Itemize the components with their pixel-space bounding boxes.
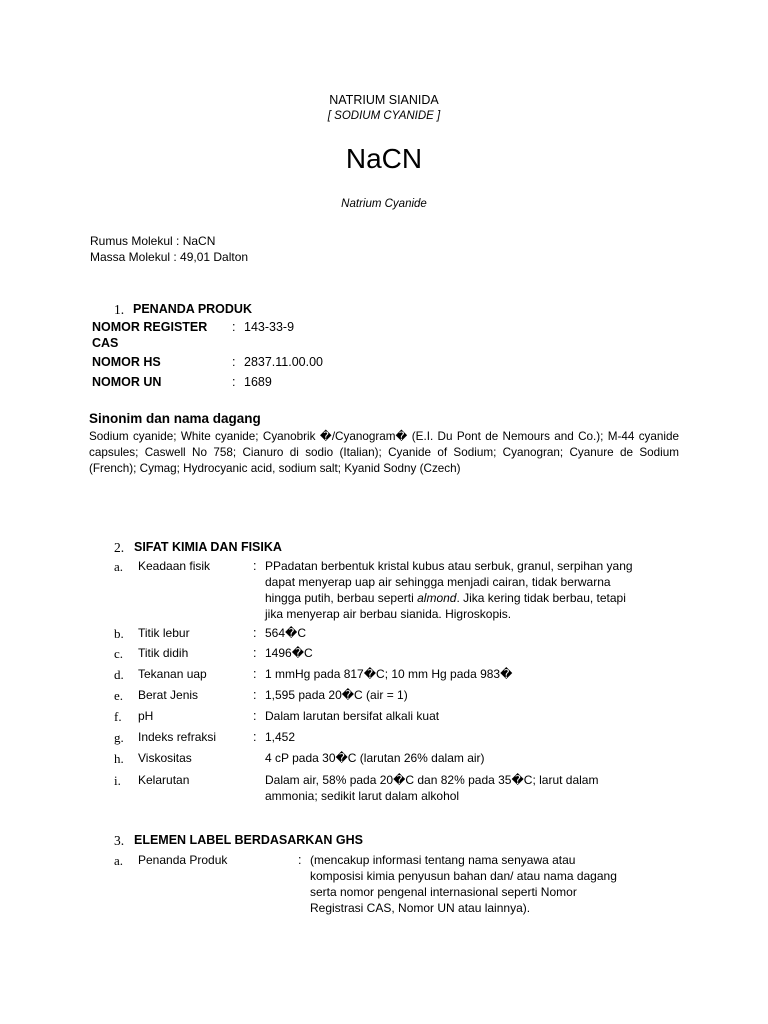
section2-row-letter: h. — [114, 751, 124, 766]
section3-heading: ELEMEN LABEL BERDASARKAN GHS — [134, 833, 363, 847]
section2-row-value: 564�C — [265, 626, 306, 640]
section2-row-label: Berat Jenis — [138, 688, 199, 702]
section2-row-colon: : — [253, 688, 257, 702]
section2-row-colon: : — [253, 559, 257, 573]
section1-number: 1. — [114, 302, 125, 317]
section2-row-letter: g. — [114, 730, 124, 745]
molecular-mass-line: Massa Molekul : 49,01 Dalton — [90, 250, 249, 264]
section2-row-value: 1496�C — [265, 646, 313, 660]
section2-row-label: Indeks refraksi — [138, 730, 217, 744]
section3-row-colon: : — [298, 853, 302, 867]
section2-row-value-line: dapat menyerap uap air sehingga menjadi cairan, tidak berwarna — [265, 575, 611, 589]
section1-row-label: CAS — [92, 336, 119, 350]
section2-row-letter: b. — [114, 626, 124, 641]
section2-row-letter: i. — [114, 773, 121, 788]
section2-row-value-line: ammonia; sedikit larut dalam alkohol — [265, 789, 460, 803]
section2-row-letter: f. — [114, 709, 122, 724]
section1-row-label: NOMOR REGISTER — [92, 320, 208, 334]
section2-row-value: Dalam larutan bersifat alkali kuat — [265, 709, 440, 723]
section2-row-label: Titik didih — [138, 646, 189, 660]
section2-row-value-line: Dalam air, 58% pada 20�C dan 82% pada 35�C; larut dalam — [265, 773, 599, 787]
section1-heading: PENANDA PRODUK — [133, 302, 252, 316]
section1-row-label: NOMOR UN — [92, 375, 162, 389]
section3-row-letter: a. — [114, 853, 124, 868]
section2-row-letter: d. — [114, 667, 124, 682]
section2-number: 2. — [114, 540, 125, 555]
section3-row-value-line: komposisi kimia penyusun bahan dan/ atau nama dagang — [310, 869, 617, 883]
section2-row-colon: : — [253, 626, 257, 640]
section2-row-value: 4 cP pada 30�C (larutan 26% dalam air) — [265, 751, 485, 765]
section2-row-label: Titik lebur — [138, 626, 190, 640]
section1-row-value: 143-33-9 — [244, 320, 295, 334]
section2-row-colon: : — [253, 667, 257, 681]
section1-row-colon: : — [232, 355, 236, 369]
section3-number: 3. — [114, 833, 125, 848]
section2-row-label: Tekanan uap — [138, 667, 207, 681]
chemical-formula: NaCN — [345, 143, 423, 174]
document-title: NATRIUM SIANIDA — [329, 93, 439, 107]
section1-row-label: NOMOR HS — [92, 355, 161, 369]
section1-row-colon: : — [232, 320, 236, 334]
section2-row-value: 1,595 pada 20�C (air = 1) — [265, 688, 408, 702]
synonyms-text: Sodium cyanide; White cyanide; Cyanobrik �/Cyanogram� (E.I. Du Pont de Nemours and Co.); M-44 cyanide capsules; Caswell No 758; Cianuro di sodio (Italian); Cyanide of Sodium; Cyanogran; Cyanure de Sodium (French); Cymag; Hydrocyanic acid, sodium salt; Kyanid Sodny (Czech) — [89, 430, 679, 475]
section3-row-label: Penanda Produk — [138, 853, 228, 867]
section3-row-value-line: serta nomor pengenal internasional seperti Nomor — [310, 885, 577, 899]
section2-row-letter: e. — [114, 688, 124, 703]
formula-name: Natrium Cyanide — [341, 198, 427, 210]
molecular-formula-line: Rumus Molekul : NaCN — [90, 234, 216, 248]
document-subtitle: [ SODIUM CYANIDE ] — [327, 110, 441, 122]
section1-row-value: 1689 — [244, 375, 272, 389]
section3-row-value-line: (mencakup informasi tentang nama senyawa atau — [310, 853, 576, 867]
section3-row-value-line: Registrasi CAS, Nomor UN atau lainnya). — [310, 901, 531, 915]
section2-row-value-line: PPadatan berbentuk kristal kubus atau serbuk, granul, serpihan yang — [265, 559, 633, 573]
section2-row-label: pH — [138, 709, 154, 723]
section2-row-value-line: jika menyerap air berbau sianida. Higroskopis. — [265, 607, 512, 621]
section1-row-value: 2837.11.00.00 — [244, 355, 324, 369]
section2-row-label: Kelarutan — [138, 773, 190, 787]
section2-row-value: 1 mmHg pada 817�C; 10 mm Hg pada 983� — [265, 667, 513, 681]
section2-row-letter: a. — [114, 559, 124, 574]
section2-row-colon: : — [253, 709, 257, 723]
section2-row-label: Keadaan fisik — [138, 559, 211, 573]
section2-heading: SIFAT KIMIA DAN FISIKA — [134, 540, 282, 554]
section2-row-colon: : — [253, 646, 257, 660]
section2-row-colon: : — [253, 730, 257, 744]
section2-row-letter: c. — [114, 646, 124, 661]
section2-row-label: Viskositas — [138, 751, 192, 765]
section2-row-value: 1,452 — [265, 730, 296, 744]
section2-row-value-line: hingga putih, berbau seperti almond. Jika kering tidak berbau, tetapi — [265, 591, 626, 605]
section1-row-colon: : — [232, 375, 236, 389]
synonyms-heading: Sinonim dan nama dagang — [89, 411, 261, 426]
